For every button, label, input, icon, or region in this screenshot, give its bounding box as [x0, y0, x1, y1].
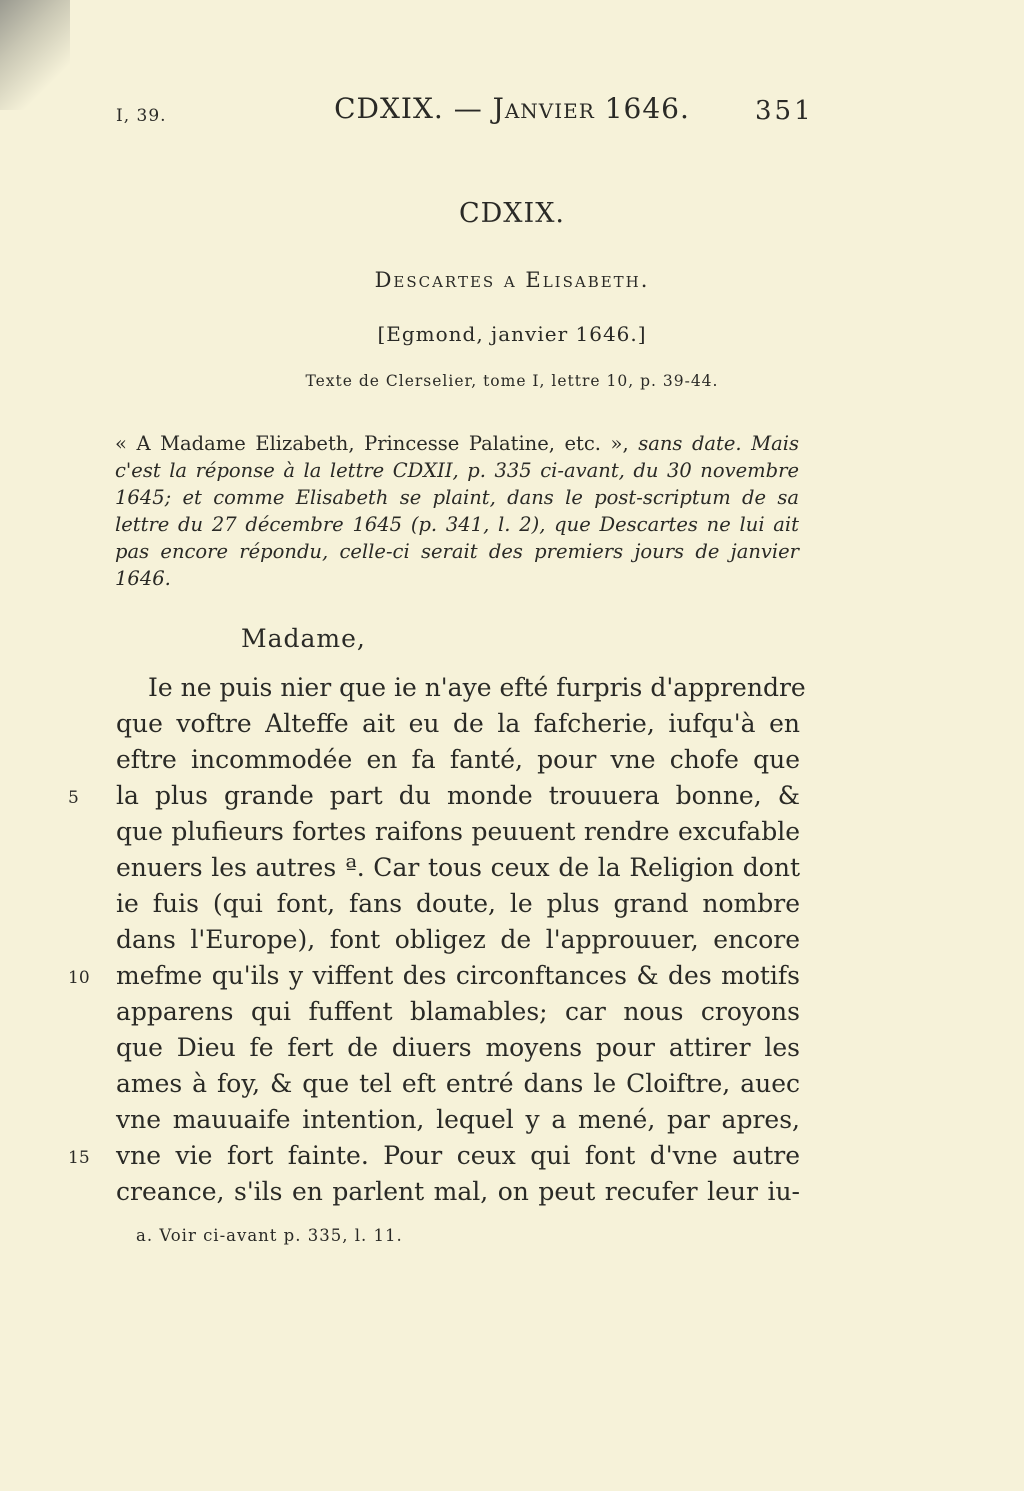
line-number-10: 10: [68, 968, 90, 988]
body-line: apparens qui fuffent blamables; car nous croyons: [116, 997, 800, 1026]
letter-body: [116, 670, 806, 1210]
body-line: la plus grande part du monde trouuera bonne, &: [116, 781, 800, 810]
body-line: ames à foy, & que tel eft entré dans le Cloiftre, auec: [116, 1069, 800, 1098]
body-line: Ie ne puis nier que ie n'aye efté furpris d'apprendre: [148, 673, 806, 702]
header-letter-number: CDXIX.: [334, 92, 444, 125]
salutation: Madame,: [241, 624, 366, 653]
header-title: [0, 92, 1024, 125]
editorial-introduction: [115, 430, 799, 592]
letter-number: CDXIX.: [459, 198, 565, 229]
body-line: enuers les autres ª. Car tous ceux de la Religion dont: [116, 853, 800, 882]
body-line: dans l'Europe), font obligez de l'approuuer, encore: [116, 925, 800, 954]
header-year: 1646.: [604, 92, 690, 125]
intro-quote: « A Madame Elizabeth, Princesse Palatine, etc. »,: [115, 432, 629, 455]
letter-parties: Descartes a Elisabeth.: [374, 268, 650, 292]
line-number-15: 15: [68, 1148, 90, 1168]
line-number-5: 5: [68, 788, 79, 808]
body-line: creance, s'ils en parlent mal, on peut recufer leur iu-: [116, 1177, 800, 1206]
header-month: Janvier: [492, 92, 595, 125]
body-line: que voftre Alteffe ait eu de la fafcherie, iufqu'à en: [116, 709, 800, 738]
body-line: vne mauuaife intention, lequel y a mené, par apres,: [116, 1105, 800, 1134]
letter-place-date: [Egmond, janvier 1646.]: [377, 322, 647, 346]
body-line: mefme qu'ils y viffent des circonftances & des motifs: [116, 961, 800, 990]
intro-text: sans date. Mais c'est la réponse à la lettre CDXII, p. 335 ci-avant, du 30 novembre 1645; et comme Elisabeth se plaint, dans le post-scriptum de sa lettre du 27 décembre 1645 (p. 341, l. 2), que Descartes ne lui ait pas encore répondu, celle-ci serait des premiers jours de janvier 1646.: [115, 432, 799, 590]
body-line: que Dieu fe fert de diuers moyens pour attirer les: [116, 1033, 800, 1062]
page-number: 351: [755, 96, 814, 126]
body-line: vne vie fort fainte. Pour ceux qui font d'vne autre: [116, 1141, 800, 1170]
footnote: a. Voir ci-avant p. 335, l. 11.: [136, 1226, 403, 1245]
body-line: que plufieurs fortes raifons peuuent rendre excufable: [116, 817, 800, 846]
header-volume-ref: I, 39.: [116, 106, 167, 126]
letter-source: Texte de Clerselier, tome I, lettre 10, p. 39-44.: [305, 372, 719, 390]
body-line: ie fuis (qui font, fans doute, le plus grand nombre: [116, 889, 800, 918]
body-line: eftre incommodée en fa fanté, pour vne chofe que: [116, 745, 800, 774]
running-header: [0, 92, 1024, 132]
header-dash: —: [453, 92, 483, 125]
